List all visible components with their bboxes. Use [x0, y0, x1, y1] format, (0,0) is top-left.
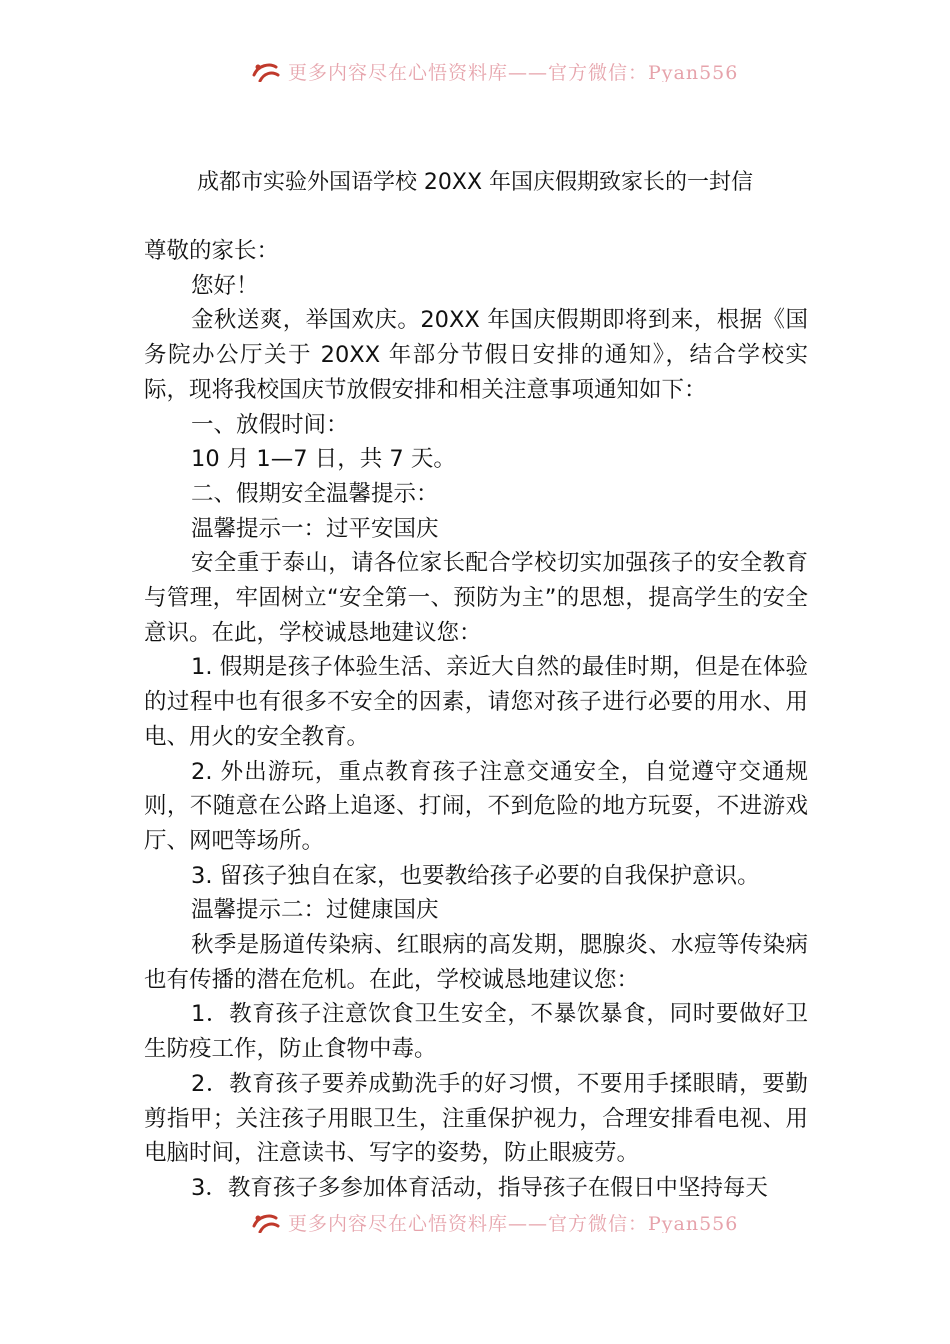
health-item-2: 2．教育孩子要养成勤洗手的好习惯，不要用手揉眼睛，要勤剪指甲；关注孩子用眼卫生，注重保护视力，合理安排看电视、用电脑时间，注意读书、写字的姿势，防止眼疲劳。 [144, 1070, 808, 1167]
safety-intro-paragraph: 安全重于泰山，请各位家长配合学校切实加强孩子的安全教育与管理，牢固树立“安全第一、预防为主”的思想，提高学生的安全意识。在此，学校诚恳地建议您： [144, 550, 808, 646]
safety-item-3: 3. 留孩子独自在家，也要教给孩子必要的自我保护意识。 [191, 862, 760, 889]
health-item-1: 1．教育孩子注意饮食卫生安全，不暴饮暴食，同时要做好卫生防疫工作，防止食物中毒。 [144, 1001, 808, 1063]
section-heading-safety-tips: 二、假期安全温馨提示： [191, 480, 439, 507]
watermark-footer-content [250, 1209, 738, 1233]
safety-item-2: 2. 外出游玩，重点教育孩子注意交通安全，自觉遵守交通规则，不随意在公路上追逐、打闹，不到危险的地方玩耍，不进游戏厅、网吧等场所。 [144, 758, 808, 854]
watermark-header-content [250, 58, 738, 82]
watermark-header [0, 52, 950, 82]
brand-logo-icon [250, 59, 282, 83]
brand-logo-icon [250, 1210, 282, 1234]
document-body [144, 234, 808, 1206]
safety-item-1: 1. 假期是孩子体验生活、亲近大自然的最佳时期，但是在体验的过程中也有很多不安全的因素，请您对孩子进行必要的用水、用电、用火的安全教育。 [144, 654, 808, 750]
section-heading-holiday-time: 一、放假时间： [191, 411, 349, 438]
holiday-dates: 10 月 1—7 日，共 7 天。 [191, 446, 456, 473]
tip-heading-safe-holiday: 温馨提示一：过平安国庆 [191, 515, 439, 542]
intro-paragraph: 金秋送爽，举国欢庆。20XX 年国庆假期即将到来，根据《国务院办公厅关于 20XX 年部分节假日安排的通知》，结合学校实际，现将我校国庆节放假安排和相关注意事项通知如下： [144, 307, 808, 403]
watermark-footer [0, 1203, 950, 1233]
salutation: 尊敬的家长： [144, 238, 280, 264]
tip-heading-healthy-holiday: 温馨提示二：过健康国庆 [191, 897, 439, 924]
watermark-header-text: 更多内容尽在心悟资料库——官方微信：Pyan556 [288, 62, 739, 82]
health-intro-paragraph: 秋季是肠道传染病、红眼病的高发期，腮腺炎、水痘等传染病也有传播的潜在危机。在此，学校诚恳地建议您： [144, 932, 808, 993]
health-item-3: 3．教育孩子多参加体育活动，指导孩子在假日中坚持每天 [191, 1174, 768, 1201]
watermark-footer-text: 更多内容尽在心悟资料库——官方微信：Pyan556 [288, 1213, 739, 1233]
greeting: 您好！ [191, 272, 259, 299]
document-title: 成都市实验外国语学校 20XX 年国庆假期致家长的一封信 [196, 170, 754, 195]
